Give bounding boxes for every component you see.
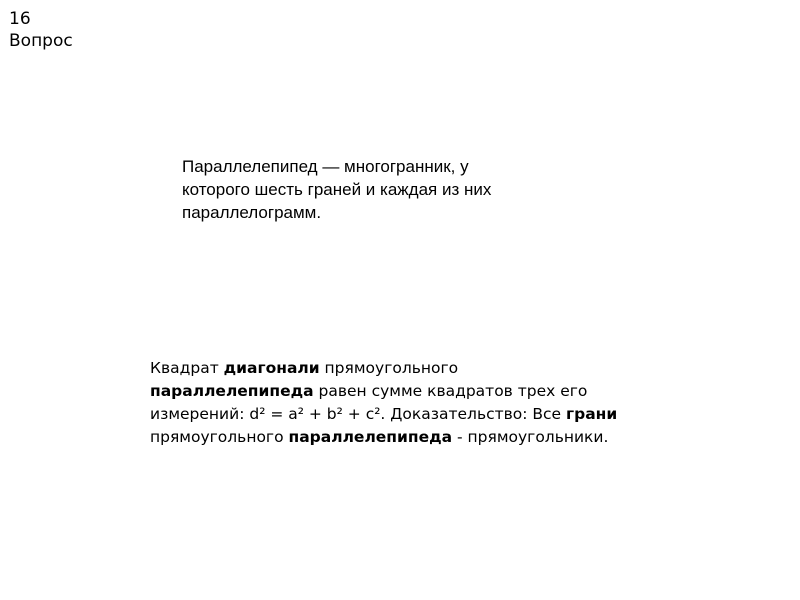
slide-header <box>9 8 73 52</box>
theorem-text <box>150 357 670 449</box>
theorem-line-3 <box>150 403 670 426</box>
theorem-text-run: прямоугольного <box>319 359 459 377</box>
theorem-text-run: равен сумме квадратов трех его <box>313 382 588 400</box>
definition-line: которого шесть граней и каждая из них <box>182 180 492 199</box>
question-number: 16 <box>9 9 31 29</box>
theorem-bold-term: параллелепипеда <box>288 428 453 446</box>
theorem-bold-term: диагонали <box>223 359 320 377</box>
theorem-line-4 <box>150 426 670 449</box>
theorem-text-run: измерений: d² = a² + b² + c². Доказательство: Все <box>150 405 567 423</box>
theorem-line-2 <box>150 380 670 403</box>
theorem-bold-term: параллелепипеда <box>150 382 314 400</box>
theorem-text-run: прямоугольного <box>150 428 289 446</box>
definition-text <box>182 155 562 224</box>
definition-line: параллелограмм. <box>182 203 322 222</box>
definition-line: Параллелепипед — многогранник, у <box>182 157 469 176</box>
theorem-text-run: Квадрат <box>150 359 224 377</box>
question-title: Вопрос <box>9 31 73 51</box>
theorem-text-run: - прямоугольники. <box>452 428 609 446</box>
theorem-line-1 <box>150 357 670 380</box>
theorem-bold-term: грани <box>566 405 618 423</box>
